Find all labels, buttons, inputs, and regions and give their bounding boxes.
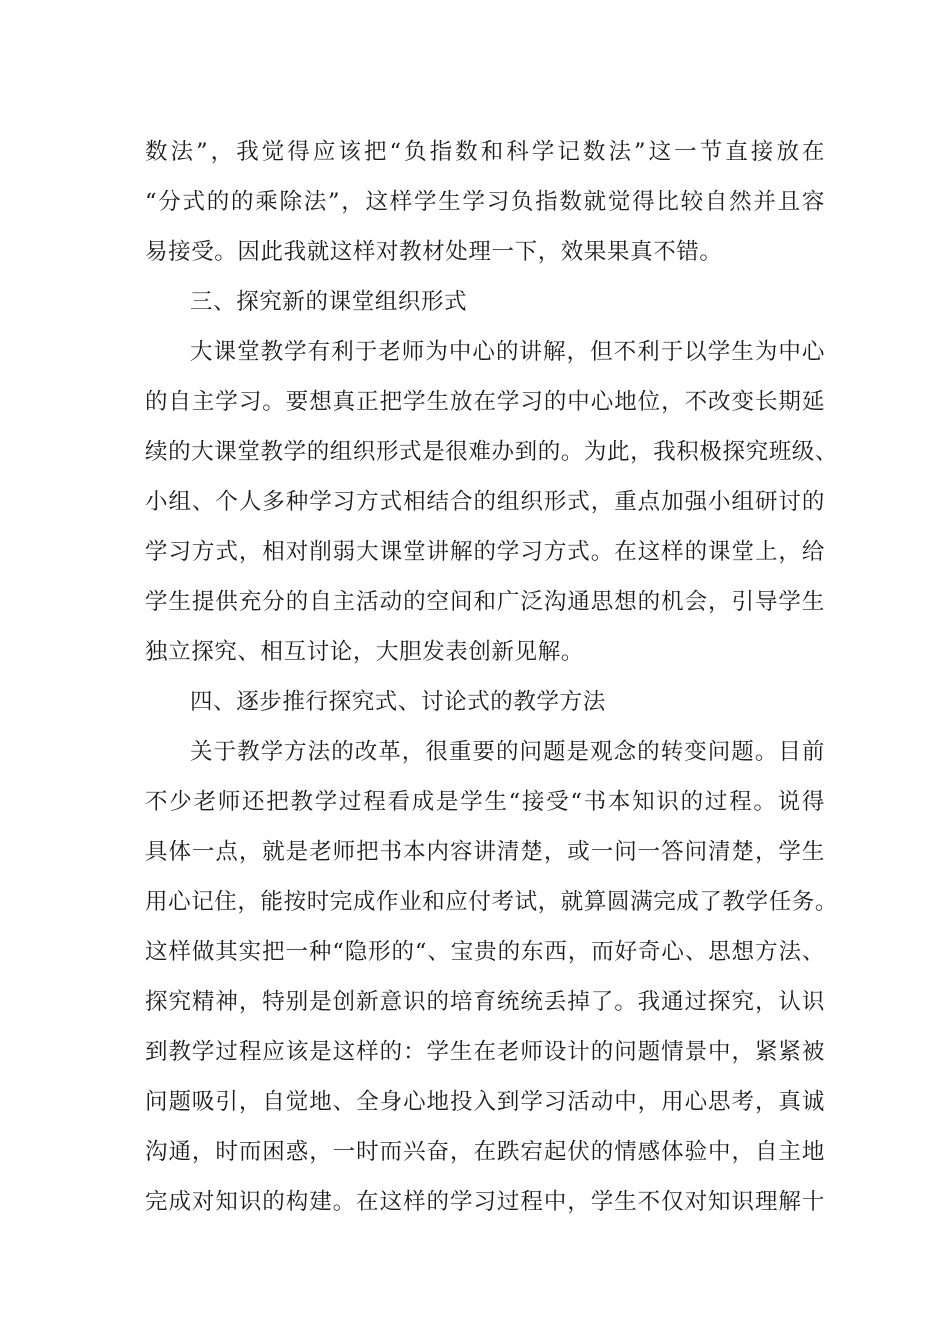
- text-line: 这样做其实把一种“隐形的“、宝贵的东西，而好奇心、思想方法、: [145, 939, 825, 965]
- text-line: 用心记住，能按时完成作业和应付考试，就算圆满完成了教学任务。: [145, 889, 839, 915]
- section-heading: 三、探究新的课堂组织形式: [190, 289, 468, 315]
- text-line: 小组、个人多种学习方式相结合的组织形式，重点加强小组研讨的: [145, 489, 825, 515]
- section-heading: 四、逐步推行探究式、讨论式的教学方法: [190, 689, 606, 715]
- text-line: 的自主学习。要想真正把学生放在学习的中心地位，不改变长期延: [145, 389, 825, 415]
- text-line: 问题吸引，自觉地、全身心地投入到学习活动中，用心思考，真诚: [145, 1089, 825, 1115]
- text-line: 学生提供充分的自主活动的空间和广泛沟通思想的机会，引导学生: [145, 589, 825, 615]
- text-line: 易接受。因此我就这样对教材处理一下，效果果真不错。: [145, 239, 723, 265]
- text-line: 探究精神，特别是创新意识的培育统统丢掉了。我通过探究，认识: [145, 989, 825, 1015]
- text-line: 续的大课堂教学的组织形式是很难办到的。为此，我积极探究班级、: [145, 439, 839, 465]
- text-line: 具体一点，就是老师把书本内容讲清楚，或一问一答问清楚，学生: [145, 839, 825, 865]
- text-line: 大课堂教学有利于老师为中心的讲解，但不利于以学生为中心: [190, 339, 825, 365]
- text-line: 沟通，时而困惑，一时而兴奋，在跌宕起伏的情感体验中，自主地: [145, 1139, 825, 1165]
- text-line: 不少老师还把教学过程看成是学生“接受“书本知识的过程。说得: [145, 789, 825, 815]
- text-line: 学习方式，相对削弱大课堂讲解的学习方式。在这样的课堂上，给: [145, 539, 825, 565]
- text-line: 完成对知识的构建。在这样的学习过程中，学生不仅对知识理解十: [145, 1189, 825, 1215]
- text-line: 到教学过程应该是这样的：学生在老师设计的问题情景中，紧紧被: [145, 1039, 825, 1065]
- text-line: 数法”，我觉得应该把“负指数和科学记数法”这一节直接放在: [145, 139, 825, 165]
- text-line: “分式的的乘除法”，这样学生学习负指数就觉得比较自然并且容: [145, 189, 825, 215]
- text-line: 关于教学方法的改革，很重要的问题是观念的转变问题。目前: [190, 739, 825, 765]
- text-line: 独立探究、相互讨论，大胆发表创新见解。: [145, 639, 584, 665]
